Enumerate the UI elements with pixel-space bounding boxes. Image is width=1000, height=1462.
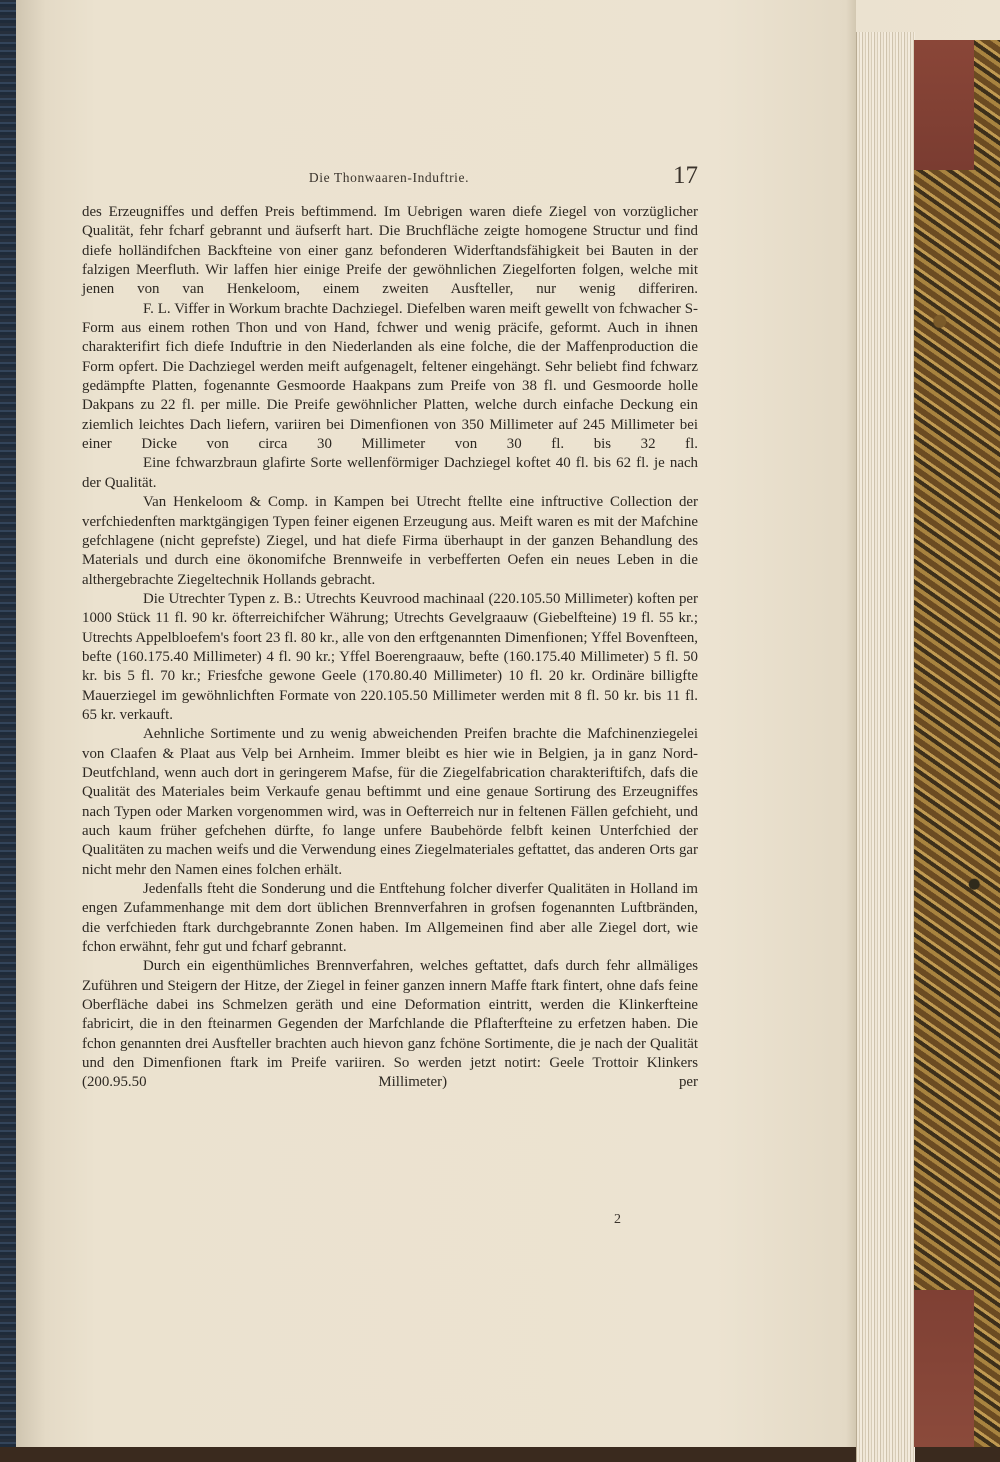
cover-corner-bottom — [914, 1290, 974, 1447]
paragraph: Aehnliche Sortimente und zu wenig abweichenden Preifen brachte die Mafchinenziegelei von Claafen & Plaat aus Velp bei Arnheim. Immer bleibt es hier wie in Belgien, ja in ganz Nord-Deutfchland, wenn auch dort in geringerem Mafse, für die Ziegelfabrication charakteriftifch, dafs die Qualität des Materiales beim Verkaufe genau beftimmt und eine genaue Sortirung des Erzeugniffes nach Typen oder Marken vorgenommen wird, was in Oefterreich nur in feltenen Fällen gefchieht, und auch kaum früher gefchehen dürfte, fo lange unfere Baubehörde felbft keinen Unterfchied der Qualitäten zu machen weifs und die Verwendung eines Ziegelmateriales geftattet, das anderen Orts gar nicht mehr den Namen eines folchen erhält. — [82, 726, 698, 878]
running-title: Die Thonwaaren-Induftrie. — [308, 170, 470, 185]
paragraph: F. L. Viffer in Workum brachte Dachziegel. Diefelben waren meift gewellt von fchwacher S-Form aus einem rothen Thon und von Hand, fchwer und wenig präcife, geformt. Auch in ihnen charakterifirt fich diefe Induftrie in den Niederlanden als eine folche, die der Maffenproduction die Form opfert. Die Dachziegel werden meift aufgenagelt, feltener eingehängt. Sehr beliebt find fchwarz gedämpfte Platten, fogenannte Gesmoorde Haakpans zum Preife von 38 fl. und Gesmoorde holle Dakpans zu 22 fl. per mille. Die Preife gewöhnlicher Platten, welche durch einfache Deckung ein ziemlich leichtes Dach liefern, variiren bei Dimenfionen von 350 Millimeter auf 245 Millimeter bei einer Dicke von circa 30 Millimeter von 30 fl. bis 32 fl. — [82, 300, 698, 453]
page-number: 17 — [673, 162, 698, 189]
paragraph: des Erzeugniffes und deffen Preis beftimmend. Im Uebrigen waren diefe Ziegel von vorzüglicher Qualität, fehr fcharf gebrannt und äufserft hart. Die Bruchfläche zeigte homogene Structur und find diefe holländifchen Backfteine von einer ganz befonderen Widerftandsfähigkeit bei Bauten in der falzigen Meerfluth. Wir laffen hier einige Preife der gewöhnlichen Ziegelforten folgen, welche mit jenen von van Henkeloom, einem zweiten Ausfteller, nur wenig differiren. — [82, 204, 698, 298]
signature-mark: 2 — [614, 1212, 621, 1227]
body-text — [82, 203, 698, 1093]
page-block-edges — [856, 32, 915, 1462]
page-header — [80, 162, 698, 192]
cover-corner-top — [914, 40, 974, 170]
paragraph: Eine fchwarzbraun glafirte Sorte wellenförmiger Dachziegel koftet 40 fl. bis 62 fl. je nach der Qualität. — [82, 455, 698, 491]
paragraph: Die Utrechter Typen z. B.: Utrechts Keuvrood machinaal (220.105.50 Millimeter) koften per 1000 Stück 11 fl. 90 kr. öfterreichifcher Währung; Utrechts Gevelgraauw (Giebelfteine) 19 fl. 55 kr.; Utrechts Appelbloefem's foort 23 fl. 80 kr., alle von den erftgenannten Dimenfionen; Yffel Bovenfteen, befte (160.175.40 Millimeter) 4 fl. 90 kr.; Yffel Boerengraauw, befte (160.175.40 Millimeter) 5 fl. 50 kr. bis 5 fl. 70 kr.; Friesfche gewone Geele (170.80.40 Millimeter) 10 fl. 20 kr. Ordinäre billigfte Mauerziegel im gewöhnlichften Formate von 220.105.50 Millimeter werden mit 8 fl. 50 kr. bis 11 fl. 65 kr. verkauft. — [82, 590, 698, 723]
paragraph: Durch ein eigenthümliches Brennverfahren, welches geftattet, dafs durch fehr allmäliges Zuführen und Steigern der Hitze, der Ziegel in feiner ganzen innern Maffe ftark fintert, ohne dafs feine Oberfläche dabei ins Schmelzen geräth und eine Deformation eintritt, werden die Klinkerfteine fabricirt, die in den fteinarmen Gegenden der Marfchlande die Pflafterfteine zu erfetzen haben. Die fchon genannten drei Ausfteller brachten auch hievon ganz fchöne Sortimente, die je nach der Qualität und den Dimenfionen ftark im Preife variiren. So werden jetzt notirt: Geele Trottoir Klinkers (200.95.50 Millimeter) per — [82, 958, 698, 1091]
adjacent-page-edge — [0, 0, 16, 1447]
paragraph: Van Henkeloom & Comp. in Kampen bei Utrecht ftellte eine inftructive Collection der verfchiedenften marktgängigen Typen feiner eigenen Erzeugung aus. Meift waren es mit der Mafchine gefchlagene (nicht geprefste) Ziegel, und hat diefe Firma überhaupt in der ganzen Behandlung des Materials und durch eine ökonomifche Brennweife in verbefferten Oefen ein neues Leben in die althergebrachte Ziegeltechnik Hollands gebracht. — [82, 494, 698, 588]
marbled-cover — [914, 40, 1000, 1447]
paragraph: Jedenfalls fteht die Sonderung und die Entftehung folcher diverfer Qualitäten in Holland im engen Zufammenhange mit dem dort üblichen Brennverfahren in grofsen fogenannten Luftbränden, die verfchieden ftark durchgebrannte Zonen haben. Im Allgemeinen find aber alle Ziegel dort, wie fchon erwähnt, fehr gut und fcharf gebrannt. — [82, 881, 698, 956]
